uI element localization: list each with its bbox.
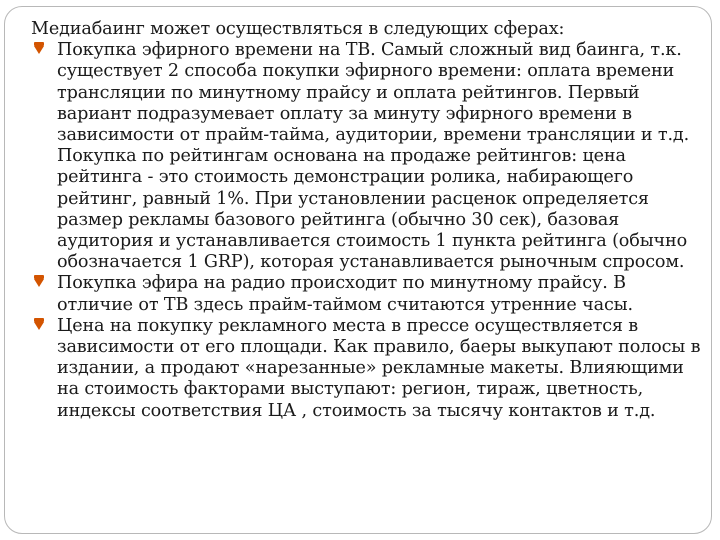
bullet-icon (34, 322, 44, 330)
bullet-icon (34, 46, 44, 54)
list-item (31, 40, 707, 273)
list-item (31, 316, 707, 422)
bullet-icon (34, 279, 44, 287)
bullet-text-radio: Покупка эфира на радио происходит по минутному прайсу. В отличие от ТВ здесь прайм-таймом считаются утренние часы. (57, 273, 633, 315)
bullet-list (31, 40, 707, 422)
list-item (31, 273, 707, 315)
bullet-text-tv: Покупка эфирного времени на ТВ. Самый сложный вид баинга, т.к. существует 2 способа покупки эфирного времени: оплата времени трансляции по минутному прайсу и оплата рейтингов. Первый вариант подразумевает оплату за минуту эфирного времени в зависимости от прайм-тайма, аудитории, времени трансляции и т.д. Покупка по рейтингам основана на продаже рейтингов: цена рейтинга - это стоимость демонстрации ролика, набирающего рейтинг, равный 1%. При установлении расценок определяется размер рекламы базового рейтинга (обычно 30 сек), базовая аудитория и устанавливается стоимость 1 пункта рейтинга (обычно обозначается 1 GRP), которая устанавливается рыночным спросом. (57, 40, 690, 273)
slide-frame (4, 6, 712, 534)
slide-content (31, 19, 707, 422)
intro-text: Медиабаинг может осуществляться в следующих сферах: (31, 19, 565, 39)
bullet-text-press: Цена на покупку рекламного места в прессе осуществляется в зависимости от его площади. Как правило, баеры выкупают полосы в издании, а продают «нарезанные» рекламные макеты. Влияющими на стоимость факторами выступают: регион, тираж, цветность, индексы соответствия ЦА , стоимость за тысячу контактов и т.д. (57, 315, 701, 421)
